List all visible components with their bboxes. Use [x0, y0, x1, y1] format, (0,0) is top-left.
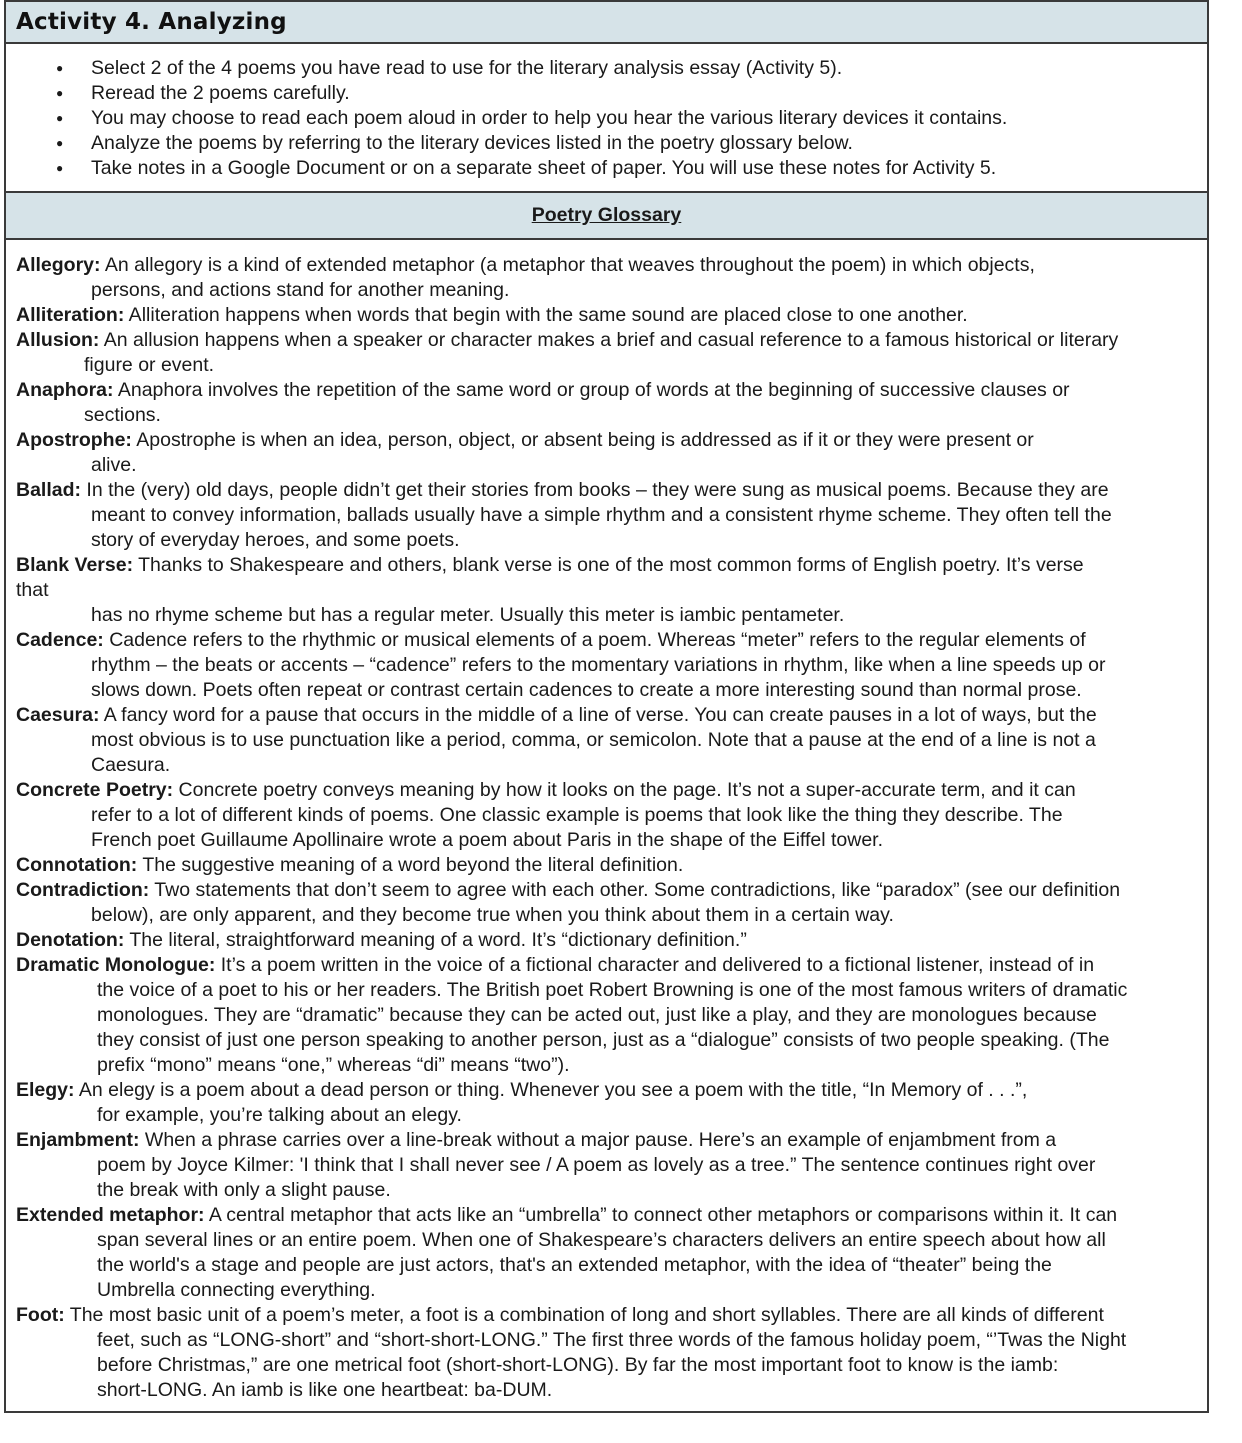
glossary-entry-first-line — [16, 878, 1197, 903]
glossary-entry — [16, 478, 1197, 553]
glossary-entry-continuation: rhythm – the beats or accents – “cadence” refers to the momentary variations in rhythm, like when a line speeds up or — [91, 654, 1106, 676]
glossary-entry — [16, 1303, 1197, 1403]
glossary-entry-continuation: short-LONG. An iamb is like one heartbeat: ba-DUM. — [97, 1379, 553, 1401]
glossary-entry-first-line — [16, 303, 1197, 328]
instructions-list — [6, 44, 1207, 193]
glossary-term: Ballad: — [16, 479, 82, 501]
glossary-definition: The suggestive meaning of a word beyond the literal definition. — [137, 854, 684, 876]
glossary-definition: The literal, straightforward meaning of a word. It’s “dictionary definition.” — [124, 929, 747, 951]
instruction-item: ● Reread the 2 poems carefully. — [6, 81, 1207, 106]
glossary-entry — [16, 328, 1197, 378]
glossary-definition: Concrete poetry conveys meaning by how it looks on the page. It’s not a super-accurate term, and it can — [173, 779, 1076, 801]
glossary-entry-continuation: feet, such as “LONG-short” and “short-short-LONG.” The first three words of the famous holiday poem, “’Twas the Night — [97, 1329, 1127, 1351]
glossary-term: Contradiction: — [16, 879, 150, 901]
glossary-entry — [16, 378, 1197, 428]
glossary-term: Extended metaphor: — [16, 1204, 205, 1226]
glossary-entry-continuation: story of everyday heroes, and some poets. — [91, 529, 460, 551]
glossary-entry-continuation: monologues. They are “dramatic” because they can be acted out, just like a play, and they are monologues because — [97, 1004, 1097, 1026]
glossary-entry — [16, 553, 1197, 628]
glossary-entry-first-line — [16, 953, 1197, 978]
glossary-entry-continuation: refer to a lot of different kinds of poems. One classic example is poems that look like the thing they describe. The — [91, 804, 1063, 826]
activity-title-bar — [6, 0, 1207, 44]
glossary-entry — [16, 253, 1197, 303]
glossary-term: Dramatic Monologue: — [16, 954, 216, 976]
glossary-list — [6, 240, 1207, 1411]
glossary-entry-continuation: below), are only apparent, and they become true when you think about them in a certain way. — [91, 904, 894, 926]
glossary-entry-first-line — [16, 553, 1197, 578]
activity-sheet — [4, 0, 1209, 1413]
glossary-term: Blank Verse: — [16, 554, 134, 576]
glossary-definition: A fancy word for a pause that occurs in the middle of a line of verse. You can create pauses in a lot of ways, but the — [99, 704, 1097, 726]
glossary-entry-continuation: poem by Joyce Kilmer: 'I think that I shall never see / A poem as lovely as a tree.” The sentence continues right over — [97, 1154, 1096, 1176]
glossary-entry-continuation: slows down. Poets often repeat or contrast certain cadences to create a more interesting sound than normal prose. — [91, 679, 1082, 701]
glossary-term: Enjambment: — [16, 1129, 140, 1151]
glossary-entry-continuation: has no rhyme scheme but has a regular meter. Usually this meter is iambic pentameter. — [91, 604, 845, 626]
glossary-entry-first-line — [16, 853, 1197, 878]
glossary-title: Poetry Glossary — [531, 204, 682, 226]
glossary-header — [6, 193, 1207, 240]
glossary-term: Elegy: — [16, 1079, 75, 1101]
glossary-definition: An allusion happens when a speaker or character makes a brief and casual reference to a famous historical or literary — [99, 329, 1119, 351]
glossary-entry-continuation: alive. — [91, 454, 137, 476]
glossary-entry-first-line — [16, 1078, 1197, 1103]
glossary-entry — [16, 1203, 1197, 1303]
glossary-term: Allegory: — [16, 254, 101, 276]
glossary-definition: Thanks to Shakespeare and others, blank verse is one of the most common forms of English poetry. It’s verse — [133, 554, 1084, 576]
glossary-definition: A central metaphor that acts like an “umbrella” to connect other metaphors or comparisons within it. It can — [204, 1204, 1118, 1226]
glossary-entry-continuation: figure or event. — [84, 354, 215, 376]
activity-title: Activity 4. Analyzing — [16, 9, 287, 35]
glossary-definition: It’s a poem written in the voice of a fictional character and delivered to a fictional listener, instead of in — [215, 954, 1095, 976]
glossary-term: Foot: — [16, 1304, 65, 1326]
glossary-entry-continuation: most obvious is to use punctuation like a period, comma, or semicolon. Note that a pause at the end of a line is not a — [91, 729, 1096, 751]
glossary-term: Alliteration: — [16, 304, 125, 326]
glossary-definition: Cadence refers to the rhythmic or musical elements of a poem. Whereas “meter” refers to the regular elements of — [103, 629, 1086, 651]
glossary-entry-continuation: the break with only a slight pause. — [97, 1179, 391, 1201]
glossary-definition: In the (very) old days, people didn’t get their stories from books – they were sung as musical poems. Because they are — [81, 479, 1109, 501]
glossary-term: Apostrophe: — [16, 429, 132, 451]
glossary-entry — [16, 928, 1197, 953]
glossary-entry — [16, 853, 1197, 878]
glossary-entry-first-line — [16, 1128, 1197, 1153]
glossary-entry — [16, 703, 1197, 778]
glossary-entry-continuation: they consist of just one person speaking to another person, just as a “dialogue” consists of two people speaking. (The — [97, 1029, 1110, 1051]
glossary-term: Anaphora: — [16, 379, 114, 401]
glossary-definition: The most basic unit of a poem’s meter, a foot is a combination of long and short syllables. There are all kinds of different — [64, 1304, 1104, 1326]
glossary-entry-continuation: Caesura. — [91, 754, 171, 776]
glossary-entry-first-line — [16, 328, 1197, 353]
glossary-entry-continuation: the voice of a poet to his or her readers. The British poet Robert Browning is one of the most famous writers of dramatic — [97, 979, 1128, 1001]
glossary-entry-continuation: sections. — [84, 404, 161, 426]
glossary-entry-continuation: Umbrella connecting everything. — [97, 1279, 376, 1301]
glossary-definition: Apostrophe is when an idea, person, object, or absent being is addressed as if it or they were present or — [131, 429, 1034, 451]
instruction-item: ● Take notes in a Google Document or on a separate sheet of paper. You will use these notes for Activity 5. — [6, 156, 1207, 181]
glossary-entry-continuation: persons, and actions stand for another meaning. — [91, 279, 510, 301]
glossary-entry-continuation: that — [16, 579, 49, 601]
glossary-term: Cadence: — [16, 629, 104, 651]
glossary-entry-first-line — [16, 478, 1197, 503]
glossary-term: Allusion: — [16, 329, 100, 351]
glossary-entry-first-line — [16, 1203, 1197, 1228]
glossary-definition: When a phrase carries over a line-break without a major pause. Here’s an example of enjambment from a — [139, 1129, 1057, 1151]
glossary-entry-first-line — [16, 778, 1197, 803]
glossary-definition: Two statements that don’t seem to agree with each other. Some contradictions, like “paradox” (see our definition — [149, 879, 1121, 901]
glossary-entry-first-line — [16, 378, 1197, 403]
glossary-entry-continuation: French poet Guillaume Apollinaire wrote a poem about Paris in the shape of the Eiffel tower. — [91, 829, 884, 851]
glossary-definition: An allegory is a kind of extended metaphor (a metaphor that weaves throughout the poem) in which objects, — [100, 254, 1035, 276]
glossary-entry — [16, 1128, 1197, 1203]
glossary-entry — [16, 953, 1197, 1078]
glossary-definition: An elegy is a poem about a dead person or thing. Whenever you see a poem with the title, “In Memory of . . .”, — [74, 1079, 1028, 1101]
instruction-item: ● You may choose to read each poem aloud in order to help you hear the various literary devices it contains. — [6, 106, 1207, 131]
glossary-entry-continuation: span several lines or an entire poem. When one of Shakespeare’s characters delivers an entire speech about how all — [97, 1229, 1106, 1251]
instruction-item: ● Select 2 of the 4 poems you have read to use for the literary analysis essay (Activity 5). — [6, 56, 1207, 81]
glossary-definition: Alliteration happens when words that begin with the same sound are placed close to one another. — [124, 304, 968, 326]
glossary-term: Connotation: — [16, 854, 138, 876]
glossary-entry-first-line — [16, 703, 1197, 728]
glossary-entry — [16, 428, 1197, 478]
glossary-entry-continuation: the world's a stage and people are just actors, that's an extended metaphor, with the idea of “theater” being the — [97, 1254, 1052, 1276]
glossary-entry — [16, 778, 1197, 853]
glossary-entry-first-line — [16, 1303, 1197, 1328]
glossary-entry — [16, 1078, 1197, 1128]
glossary-entry-continuation: for example, you’re talking about an elegy. — [97, 1104, 462, 1126]
glossary-entry-continuation: before Christmas,” are one metrical foot (short-short-LONG). By far the most important foot to know is the iamb: — [97, 1354, 1059, 1376]
glossary-term: Concrete Poetry: — [16, 779, 174, 801]
glossary-entry-first-line — [16, 428, 1197, 453]
instruction-item: ● Analyze the poems by referring to the literary devices listed in the poetry glossary below. — [6, 131, 1207, 156]
glossary-definition: Anaphora involves the repetition of the same word or group of words at the beginning of successive clauses or — [113, 379, 1070, 401]
glossary-entry — [16, 303, 1197, 328]
glossary-entry-first-line — [16, 628, 1197, 653]
glossary-entry — [16, 878, 1197, 928]
glossary-term: Denotation: — [16, 929, 125, 951]
glossary-entry-first-line — [16, 928, 1197, 953]
glossary-entry — [16, 628, 1197, 703]
glossary-term: Caesura: — [16, 704, 100, 726]
glossary-entry-continuation: prefix “mono” means “one,” whereas “di” means “two”). — [97, 1054, 570, 1076]
glossary-entry-continuation: meant to convey information, ballads usually have a simple rhythm and a consistent rhyme scheme. They often tell the — [91, 504, 1112, 526]
glossary-entry-first-line — [16, 253, 1197, 278]
